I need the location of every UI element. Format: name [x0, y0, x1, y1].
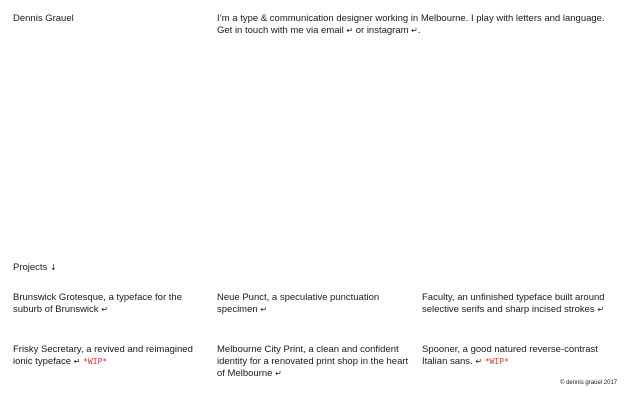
project-neue-punct[interactable]	[217, 292, 412, 316]
project-melbourne-city-print[interactable]	[217, 344, 412, 380]
project-label: Neue Punct, a speculative punctuation specimen	[217, 292, 380, 315]
return-arrow-icon: ↵	[260, 305, 268, 314]
name-label: Dennis Grauel	[13, 13, 74, 24]
projects-heading-label: Projects	[13, 262, 48, 273]
email-link[interactable]	[321, 25, 353, 36]
return-arrow-icon: ↵	[346, 26, 354, 35]
return-arrow-icon: ↵	[411, 26, 418, 35]
project-brunswick-grotesque[interactable]	[13, 292, 208, 316]
intro-text	[217, 13, 617, 37]
down-arrow-icon: ↓	[49, 263, 57, 272]
project-faculty[interactable]	[422, 292, 617, 316]
intro-text-start: I’m a type & communication designer working in Melbourne. I play with letters and language. Get in touch with me via	[217, 13, 605, 36]
intro-text-middle: or	[353, 25, 367, 36]
project-label: Spooner, a good natured reverse-contrast Italian sans.	[422, 344, 598, 367]
return-arrow-icon: ↵	[73, 357, 81, 366]
return-arrow-icon: ↵	[475, 357, 483, 366]
wip-badge: *WIP*	[484, 357, 509, 366]
email-link-label: email	[321, 25, 344, 36]
project-label: Faculty, an unfinished typeface built around selective serifs and sharp incised strokes	[422, 292, 605, 315]
project-frisky-secretary[interactable]	[13, 344, 208, 368]
return-arrow-icon: ↵	[275, 369, 282, 378]
project-spooner[interactable]	[422, 344, 617, 368]
return-arrow-icon: ↵	[101, 305, 108, 314]
wip-badge: *WIP*	[83, 357, 108, 366]
project-label: Brunswick Grotesque, a typeface for the suburb of Brunswick	[13, 292, 182, 315]
return-arrow-icon: ↵	[597, 305, 605, 314]
intro-text-end: .	[417, 25, 421, 36]
project-label: Frisky Secretary, a revived and reimagined ionic typeface	[13, 344, 193, 367]
instagram-link-label: instagram	[366, 25, 409, 36]
project-label: Melbourne City Print, a clean and confident identity for a renovated print shop in the heart of Melbourne	[217, 344, 409, 379]
projects-heading	[13, 262, 57, 274]
copyright-text: © dennis grauel 2017	[560, 380, 618, 386]
instagram-link[interactable]	[367, 25, 418, 36]
